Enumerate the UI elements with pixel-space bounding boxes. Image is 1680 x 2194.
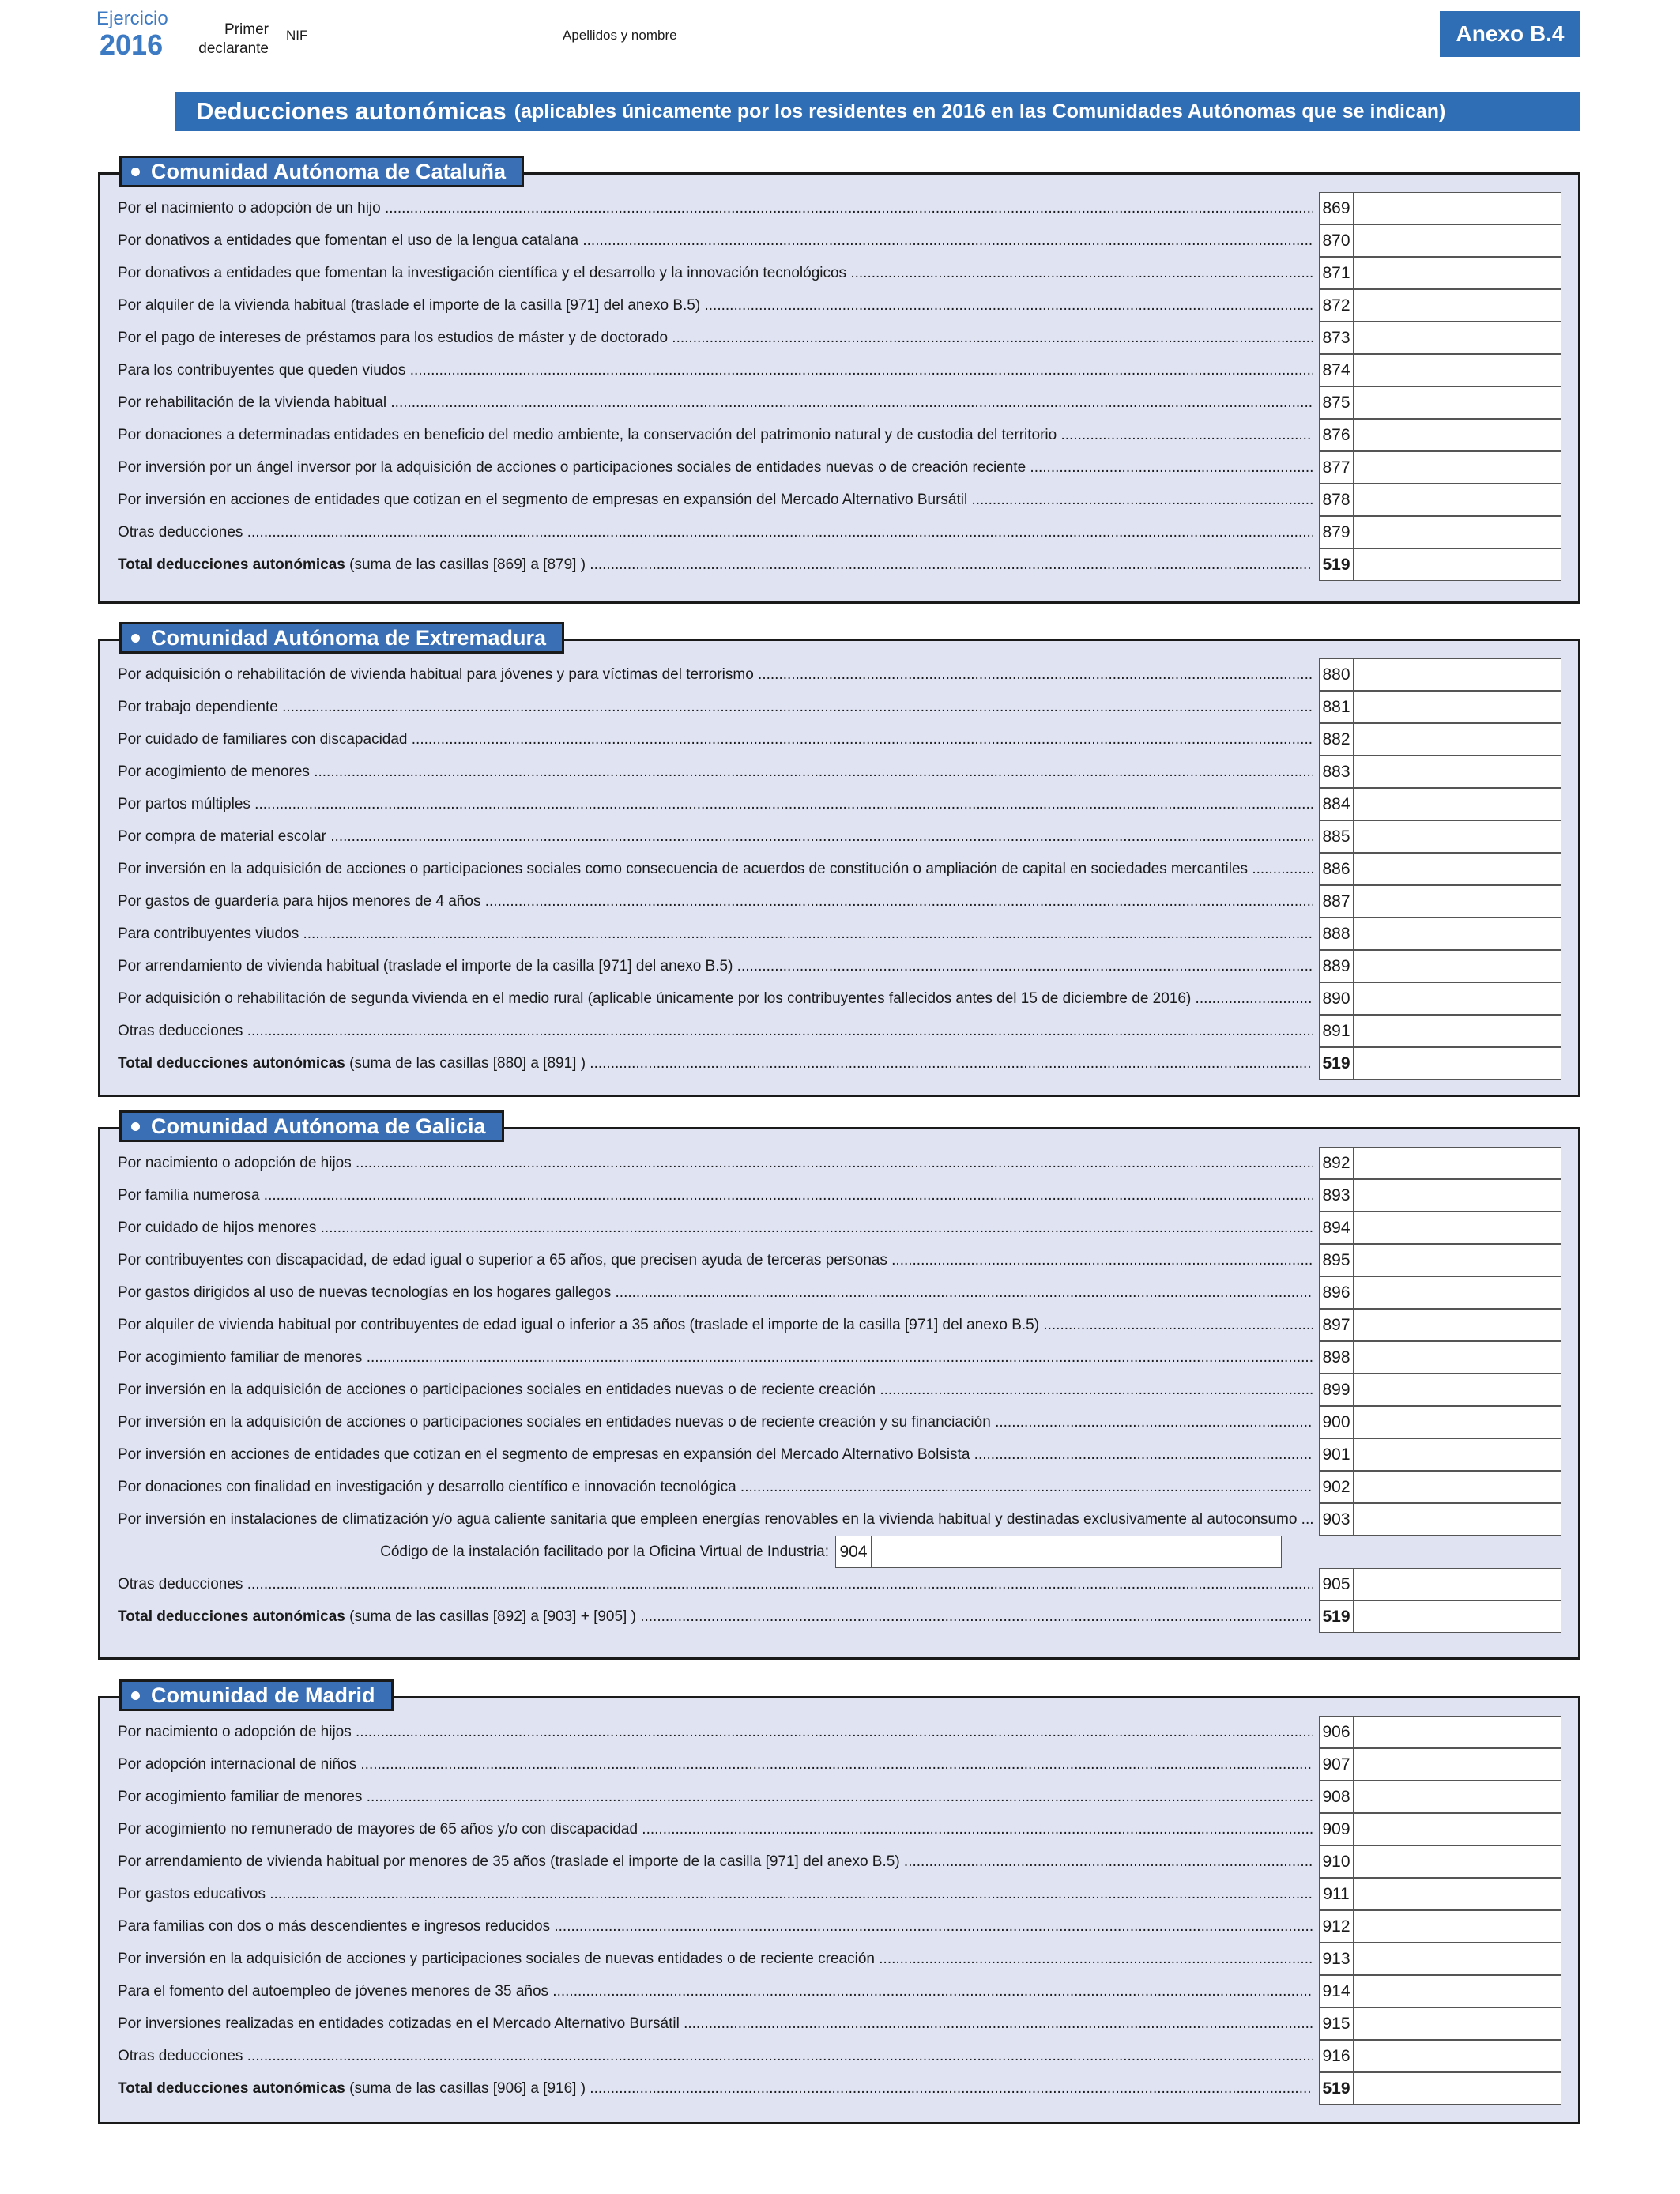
- casilla-number: 879: [1319, 516, 1354, 548]
- casilla-amount-field[interactable]: [1353, 1276, 1561, 1309]
- casilla-number: 903: [1319, 1503, 1354, 1536]
- casilla-number: 888: [1319, 918, 1354, 950]
- deduction-label: Por arrendamiento de vivienda habitual por menores de 35 años (traslade el importe de la casilla [971] del anexo B.5) .....: [118, 1852, 1313, 1872]
- deduction-label: Por adquisición o rehabilitación de vivienda habitual para jóvenes y para víctimas del terrorismo .....: [118, 665, 1313, 685]
- casilla-number: 873: [1319, 322, 1354, 354]
- deduction-row: [100, 1244, 1578, 1276]
- deduction-label: Por inversión en la adquisición de acciones o participaciones sociales en entidades nuevas o de reciente creación .....: [118, 1380, 1313, 1400]
- deduction-row: [100, 982, 1578, 1014]
- casilla-amount-field[interactable]: [1353, 516, 1561, 548]
- deduction-label: Por donativos a entidades que fomentan la investigación científica y el desarrollo y la innovación tecnológicos .....: [118, 263, 1313, 284]
- casilla-number: 875: [1319, 386, 1354, 419]
- casilla-number: 874: [1319, 354, 1354, 386]
- casilla-number: 897: [1319, 1309, 1354, 1341]
- casilla-number: 899: [1319, 1374, 1354, 1406]
- casilla-amount-field[interactable]: [1353, 950, 1561, 982]
- casilla-amount-field[interactable]: [1353, 1748, 1561, 1781]
- deduction-label: Otras deducciones .....: [118, 1574, 1313, 1595]
- casilla-number: 895: [1319, 1244, 1354, 1276]
- deduction-row: [100, 516, 1578, 548]
- deduction-label: Por donativos a entidades que fomentan el uso de la lengua catalana .....: [118, 231, 1313, 251]
- deduction-row: [100, 756, 1578, 787]
- total-row: [100, 1047, 1578, 1079]
- casilla-number: 887: [1319, 885, 1354, 918]
- casilla-number: 876: [1319, 419, 1354, 451]
- casilla-amount-field[interactable]: [1353, 691, 1561, 723]
- casilla-amount-field[interactable]: [1353, 1341, 1561, 1374]
- total-title: Total deducciones autonómicas: [118, 1055, 345, 1072]
- casilla-number: 872: [1319, 289, 1354, 322]
- deduction-row: [100, 1471, 1578, 1502]
- total-title: Total deducciones autonómicas: [118, 1608, 345, 1625]
- casilla-number: 907: [1319, 1748, 1354, 1781]
- deduction-label: Para los contribuyentes que queden viudos .....: [118, 360, 1313, 381]
- deduction-row: [100, 257, 1578, 288]
- casilla-amount-field[interactable]: [1353, 1438, 1561, 1471]
- casilla-amount-field[interactable]: [1353, 484, 1561, 516]
- casilla-number: 869: [1319, 192, 1354, 224]
- casilla-amount-field[interactable]: [1353, 289, 1561, 322]
- casilla-number: 889: [1319, 950, 1354, 982]
- casilla-amount-field[interactable]: [1353, 1975, 1561, 2007]
- total-row: [100, 548, 1578, 580]
- deduction-label: Por compra de material escolar .....: [118, 827, 1313, 847]
- total-row: [100, 2072, 1578, 2104]
- installation-code-label: Código de la instalación facilitado por la Oficina Virtual de Industria:: [380, 1544, 829, 1560]
- casilla-amount-field[interactable]: [1353, 1147, 1561, 1179]
- deduction-label: Por trabajo dependiente .....: [118, 697, 1313, 718]
- bullet-icon: [131, 634, 140, 643]
- casilla-number: 896: [1319, 1276, 1354, 1309]
- casilla-number: 908: [1319, 1781, 1354, 1813]
- casilla-number: 910: [1319, 1845, 1354, 1878]
- deduction-row: [100, 658, 1578, 690]
- casilla-number: 914: [1319, 1975, 1354, 2007]
- casilla-amount-field[interactable]: [1353, 1179, 1561, 1212]
- deduction-row: [100, 853, 1578, 884]
- deduction-row: [100, 1212, 1578, 1243]
- deduction-row: [100, 820, 1578, 852]
- deduction-row: [100, 289, 1578, 321]
- deduction-row: [100, 1276, 1578, 1308]
- deduction-row: [100, 918, 1578, 949]
- deduction-row: [100, 2007, 1578, 2039]
- deduction-row: [100, 354, 1578, 386]
- casilla-number: 892: [1319, 1147, 1354, 1179]
- casilla-number: 906: [1319, 1716, 1354, 1748]
- deduction-label: Por adopción internacional de niños .....: [118, 1755, 1313, 1775]
- total-label: [118, 1054, 1313, 1074]
- deduction-row: [100, 451, 1578, 483]
- casilla-amount-field[interactable]: [1353, 354, 1561, 386]
- casilla-number: 880: [1319, 658, 1354, 691]
- casilla-amount-field[interactable]: [1353, 756, 1561, 788]
- deduction-label: Por gastos de guardería para hijos menores de 4 años .....: [118, 892, 1313, 912]
- deduction-row: [100, 224, 1578, 256]
- deduction-row: [100, 1568, 1578, 1600]
- casilla-amount-field[interactable]: [1353, 1244, 1561, 1276]
- deduction-label: Por rehabilitación de la vivienda habitual .....: [118, 393, 1313, 413]
- casilla-amount-field[interactable]: [1353, 1212, 1561, 1244]
- casilla-amount-field[interactable]: [1353, 658, 1561, 691]
- casilla-amount-field[interactable]: [1353, 1015, 1561, 1047]
- deduction-row: [100, 1341, 1578, 1373]
- deduction-label: Por inversión en la adquisición de acciones y participaciones sociales de nuevas entidades o de reciente creación .....: [118, 1949, 1313, 1970]
- casilla-number: 871: [1319, 257, 1354, 289]
- deduction-row: [100, 322, 1578, 353]
- deduction-row: [100, 484, 1578, 515]
- casilla-amount-field[interactable]: [1353, 1716, 1561, 1748]
- casilla-number: 883: [1319, 756, 1354, 788]
- ejercicio-label: Ejercicio: [96, 8, 168, 29]
- deduction-row: [100, 1910, 1578, 1942]
- deduction-label: Por gastos dirigidos al uso de nuevas tecnologías en los hogares gallegos .....: [118, 1283, 1313, 1303]
- bullet-icon: [131, 1122, 140, 1131]
- deduction-row: [100, 788, 1578, 820]
- deduction-label: Por inversión en instalaciones de climatización y/o agua caliente sanitaria que empleen energías renovables en la vivienda habitual y destinadas exclusivamente al autoconsumo .....: [118, 1510, 1313, 1530]
- casilla-number: 877: [1319, 451, 1354, 484]
- total-formula: (suma de las casillas [869] a [879] ): [349, 556, 586, 573]
- casilla-number: 870: [1319, 224, 1354, 257]
- section-title: Comunidad Autónoma de Galicia: [151, 1114, 486, 1138]
- deduction-row: [100, 885, 1578, 917]
- casilla-number: 886: [1319, 853, 1354, 885]
- deduction-row: [100, 1878, 1578, 1909]
- casilla-number: 890: [1319, 982, 1354, 1015]
- casilla-amount-field[interactable]: [1353, 1309, 1561, 1341]
- deduction-row: [100, 1845, 1578, 1877]
- deduction-row: [100, 1406, 1578, 1438]
- casilla-amount-field[interactable]: [1353, 723, 1561, 756]
- anexo-badge: Anexo B.4: [1440, 11, 1580, 57]
- casilla-amount-field[interactable]: [1353, 918, 1561, 950]
- deduction-row: [100, 723, 1578, 755]
- deduction-label: Por partos múltiples .....: [118, 794, 1313, 815]
- deduction-label: Por inversión en acciones de entidades que cotizan en el segmento de empresas en expansión del Mercado Alternativo Bolsista .....: [118, 1445, 1313, 1465]
- total-label: [118, 555, 1313, 575]
- title-bar: [175, 92, 1580, 131]
- deduction-label: Por inversión en la adquisición de acciones o participaciones sociales como consecuencia de acuerdos de constitución o ampliación de capital en sociedades mercantiles .....: [118, 859, 1313, 880]
- casilla-amount-field[interactable]: [1353, 1406, 1561, 1438]
- installation-code-field[interactable]: [871, 1536, 1282, 1568]
- deduction-label: Por familia numerosa .....: [118, 1186, 1313, 1206]
- primer-declarante-label: Primer declarante: [198, 21, 269, 57]
- deduction-label: Otras deducciones .....: [118, 2046, 1313, 2067]
- section-title: Comunidad de Madrid: [151, 1683, 375, 1707]
- deduction-label: Por arrendamiento de vivienda habitual (traslade el importe de la casilla [971] del anexo B.5) .....: [118, 956, 1313, 977]
- deduction-label: Por nacimiento o adopción de hijos .....: [118, 1153, 1313, 1174]
- deduction-label: Por inversión en la adquisición de acciones o participaciones sociales en entidades nuevas o de reciente creación y su financiación .....: [118, 1412, 1313, 1433]
- apellidos-label: Apellidos y nombre: [563, 28, 677, 43]
- casilla-amount-field[interactable]: [1353, 451, 1561, 484]
- deduction-label: Por cuidado de hijos menores .....: [118, 1218, 1313, 1238]
- deduction-label: Otras deducciones .....: [118, 522, 1313, 543]
- casilla-number: 881: [1319, 691, 1354, 723]
- section-title: Comunidad Autónoma de Cataluña: [151, 159, 507, 183]
- section-label: [119, 622, 564, 654]
- casilla-amount-field[interactable]: [1353, 1781, 1561, 1813]
- total-label: [118, 1607, 1313, 1627]
- deduction-row: [100, 1147, 1578, 1178]
- casilla-number: 913: [1319, 1943, 1354, 1975]
- deduction-row: [100, 1503, 1578, 1535]
- casilla-amount-field[interactable]: [1353, 257, 1561, 289]
- deduction-row: [100, 691, 1578, 722]
- section-label: [119, 1679, 394, 1711]
- deduction-label: Por nacimiento o adopción de hijos .....: [118, 1722, 1313, 1743]
- casilla-number: 878: [1319, 484, 1354, 516]
- deduction-row: [100, 1813, 1578, 1845]
- deduction-label: Otras deducciones .....: [118, 1021, 1313, 1042]
- deduction-label: Por alquiler de vivienda habitual por contribuyentes de edad igual o inferior a 35 años (traslade el importe de la casilla [971] del anexo B.5) .....: [118, 1315, 1313, 1336]
- deduction-label: Por inversión por un ángel inversor por la adquisición de acciones o participaciones sociales de entidades nuevas o de creación reciente .....: [118, 458, 1313, 478]
- casilla-number: 885: [1319, 820, 1354, 853]
- deduction-row: [100, 1179, 1578, 1211]
- casilla-number: 904: [835, 1536, 872, 1568]
- total-formula: (suma de las casillas [892] a [903] + [905] ): [349, 1608, 636, 1625]
- ejercicio-year: 2016: [100, 28, 164, 61]
- casilla-number: 882: [1319, 723, 1354, 756]
- total-formula: (suma de las casillas [880] a [891] ): [349, 1055, 586, 1072]
- deduction-row: [100, 1943, 1578, 1974]
- section-extremadura: [98, 625, 1580, 1097]
- casilla-number: 894: [1319, 1212, 1354, 1244]
- deduction-label: Para familias con dos o más descendientes e ingresos reducidos .....: [118, 1917, 1313, 1937]
- casilla-amount-field[interactable]: [1353, 1813, 1561, 1845]
- deduction-label: Por contribuyentes con discapacidad, de edad igual o superior a 65 años, que precisen ayuda de terceras personas .....: [118, 1250, 1313, 1271]
- section-cataluna: [98, 159, 1580, 604]
- deduction-row: [100, 1309, 1578, 1340]
- section-label: [119, 1110, 504, 1142]
- casilla-number: 916: [1319, 2040, 1354, 2072]
- casilla-amount-field[interactable]: [1353, 1503, 1561, 1536]
- page-title: Deducciones autonómicas: [196, 97, 507, 125]
- deduction-row: [100, 950, 1578, 982]
- section-galicia: [98, 1114, 1580, 1660]
- total-formula: (suma de las casillas [906] a [916] ): [349, 2080, 586, 2097]
- deduction-label: Por adquisición o rehabilitación de segunda vivienda en el medio rural (aplicable únicamente por los contribuyentes fallecidos antes del 15 de diciembre de 2016) .....: [118, 989, 1313, 1009]
- deduction-row: [100, 1374, 1578, 1405]
- deduction-row: [100, 1015, 1578, 1046]
- deduction-row: [100, 386, 1578, 418]
- casilla-amount-field[interactable]: [1353, 788, 1561, 820]
- section-label: [119, 156, 524, 187]
- deduction-label: Por inversión en acciones de entidades que cotizan en el segmento de empresas en expansión del Mercado Alternativo Bursátil .....: [118, 490, 1313, 511]
- bullet-icon: [131, 168, 140, 176]
- casilla-number: 915: [1319, 2007, 1354, 2040]
- casilla-number: 519: [1319, 1047, 1354, 1080]
- casilla-amount-field[interactable]: [1353, 548, 1561, 581]
- casilla-amount-field[interactable]: [1353, 386, 1561, 419]
- casilla-number: 902: [1319, 1471, 1354, 1503]
- deduction-label: Por el nacimiento o adopción de un hijo .....: [118, 198, 1313, 219]
- deduction-row: [100, 1975, 1578, 2007]
- deduction-label: Por acogimiento familiar de menores .....: [118, 1787, 1313, 1808]
- total-row: [100, 1600, 1578, 1632]
- deduction-label: Por donaciones con finalidad en investigación y desarrollo científico e innovación tecnológica .....: [118, 1477, 1313, 1498]
- casilla-number: 898: [1319, 1341, 1354, 1374]
- casilla-amount-field[interactable]: [1353, 885, 1561, 918]
- deduction-label: Por acogimiento no remunerado de mayores de 65 años y/o con discapacidad .....: [118, 1819, 1313, 1840]
- deduction-label: Por acogimiento familiar de menores .....: [118, 1348, 1313, 1368]
- casilla-number: 909: [1319, 1813, 1354, 1845]
- casilla-amount-field[interactable]: [1353, 1878, 1561, 1910]
- casilla-number: 519: [1319, 1600, 1354, 1633]
- total-title: Total deducciones autonómicas: [118, 556, 345, 573]
- bullet-icon: [131, 1691, 140, 1700]
- casilla-amount-field[interactable]: [1353, 2072, 1561, 2105]
- casilla-number: 912: [1319, 1910, 1354, 1943]
- casilla-amount-field[interactable]: [1353, 2007, 1561, 2040]
- casilla-amount-field[interactable]: [1353, 1600, 1561, 1633]
- casilla-amount-field[interactable]: [1353, 982, 1561, 1015]
- casilla-number: 884: [1319, 788, 1354, 820]
- casilla-number: 891: [1319, 1015, 1354, 1047]
- deduction-label: Por donaciones a determinadas entidades en beneficio del medio ambiente, la conservación del patrimonio natural y de custodia del territorio .....: [118, 425, 1313, 446]
- casilla-number: 519: [1319, 548, 1354, 581]
- casilla-amount-field[interactable]: [1353, 1568, 1561, 1600]
- deduction-label: Por el pago de intereses de préstamos para los estudios de máster y de doctorado .....: [118, 328, 1313, 349]
- total-title: Total deducciones autonómicas: [118, 2080, 345, 2097]
- deduction-row: [100, 1748, 1578, 1780]
- casilla-number: 905: [1319, 1568, 1354, 1600]
- installation-code-row: [100, 1536, 1578, 1567]
- page-subtitle: (aplicables únicamente por los residentes en 2016 en las Comunidades Autónomas que se indican): [514, 100, 1446, 123]
- casilla-amount-field[interactable]: [1353, 1910, 1561, 1943]
- casilla-amount-field[interactable]: [1353, 1943, 1561, 1975]
- casilla-amount-field[interactable]: [1353, 820, 1561, 853]
- deduction-label: Para contribuyentes viudos .....: [118, 924, 1313, 944]
- casilla-amount-field[interactable]: [1353, 1845, 1561, 1878]
- deduction-label: Por acogimiento de menores .....: [118, 762, 1313, 782]
- deduction-label: Por cuidado de familiares con discapacidad .....: [118, 729, 1313, 750]
- casilla-amount-field[interactable]: [1353, 1471, 1561, 1503]
- deduction-row: [100, 2040, 1578, 2071]
- casilla-amount-field[interactable]: [1353, 1374, 1561, 1406]
- deduction-row: [100, 419, 1578, 450]
- deduction-label: Por alquiler de la vivienda habitual (traslade el importe de la casilla [971] del anexo B.5) .....: [118, 296, 1313, 316]
- casilla-amount-field[interactable]: [1353, 224, 1561, 257]
- deduction-row: [100, 1438, 1578, 1470]
- deduction-label: Para el fomento del autoempleo de jóvenes menores de 35 años .....: [118, 1981, 1313, 2002]
- casilla-amount-field[interactable]: [1353, 192, 1561, 224]
- casilla-amount-field[interactable]: [1353, 2040, 1561, 2072]
- casilla-amount-field[interactable]: [1353, 322, 1561, 354]
- section-title: Comunidad Autónoma de Extremadura: [151, 625, 547, 650]
- section-madrid: [98, 1683, 1580, 2124]
- total-label: [118, 2079, 1313, 2099]
- casilla-amount-field[interactable]: [1353, 853, 1561, 885]
- casilla-amount-field[interactable]: [1353, 419, 1561, 451]
- deduction-row: [100, 1716, 1578, 1747]
- deduction-row: [100, 1781, 1578, 1812]
- casilla-number: 900: [1319, 1406, 1354, 1438]
- casilla-number: 519: [1319, 2072, 1354, 2105]
- casilla-number: 911: [1319, 1878, 1354, 1910]
- casilla-number: 901: [1319, 1438, 1354, 1471]
- casilla-number: 893: [1319, 1179, 1354, 1212]
- casilla-amount-field[interactable]: [1353, 1047, 1561, 1080]
- deduction-label: Por inversiones realizadas en entidades cotizadas en el Mercado Alternativo Bursátil .....: [118, 2014, 1313, 2034]
- deduction-row: [100, 192, 1578, 224]
- nif-label: NIF: [286, 28, 308, 43]
- deduction-label: Por gastos educativos .....: [118, 1884, 1313, 1905]
